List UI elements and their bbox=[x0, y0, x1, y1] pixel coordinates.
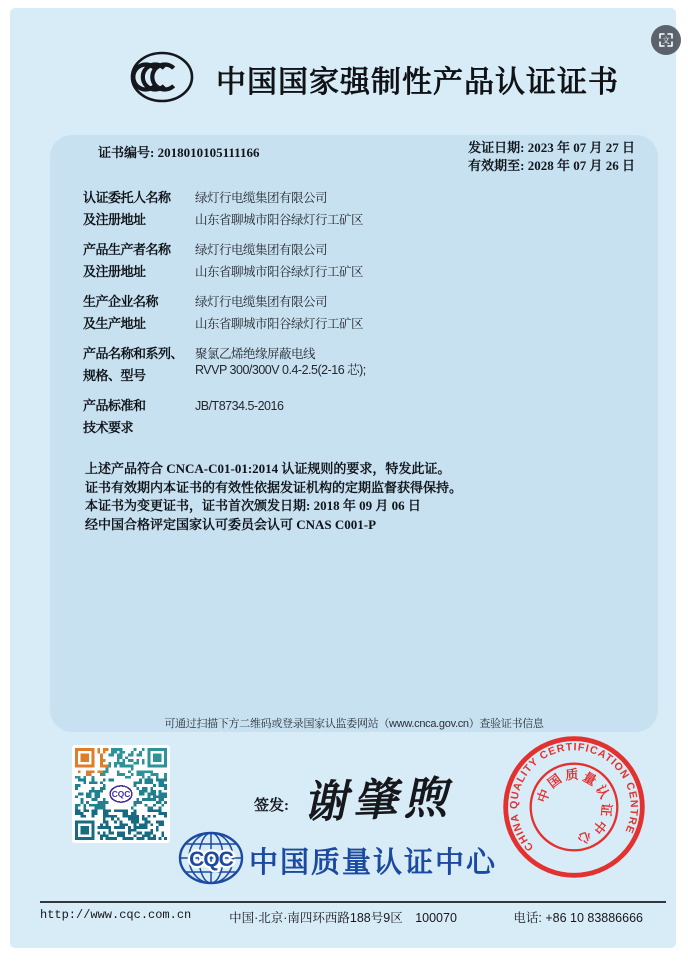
svg-text:CQC: CQC bbox=[111, 789, 131, 800]
footer-divider bbox=[40, 901, 666, 903]
issue-date-label: 发证日期: bbox=[468, 140, 525, 155]
field-applicant bbox=[83, 187, 623, 231]
svg-text:中: 中 bbox=[534, 787, 553, 805]
field-value: 绿灯行电缆集团有限公司 bbox=[195, 295, 328, 309]
valid-until-row bbox=[468, 157, 635, 175]
page-title: 中国国家强制性产品认证证书 bbox=[216, 66, 619, 99]
field-label: 规格、型号 bbox=[83, 368, 146, 383]
valid-until-value: 2028 年 07 月 26 日 bbox=[527, 158, 635, 173]
field-label: 产品名称和系列、 bbox=[83, 346, 184, 361]
field-label: 及注册地址 bbox=[83, 212, 146, 227]
field-value: 山东省聊城市阳谷绿灯行工矿区 bbox=[195, 317, 364, 331]
certificate-number-value: 2018010105111166 bbox=[157, 145, 260, 160]
qr-finder-top-right bbox=[147, 748, 167, 768]
certificate-body-panel bbox=[50, 135, 658, 732]
field-label: 及生产地址 bbox=[83, 316, 146, 331]
translate-button[interactable] bbox=[651, 25, 681, 55]
issue-date-value: 2023 年 07 月 27 日 bbox=[527, 140, 635, 155]
qr-finder-bottom-left bbox=[75, 820, 95, 840]
svg-text:中: 中 bbox=[589, 817, 610, 837]
svg-text:量: 量 bbox=[580, 768, 600, 789]
svg-text:文: 文 bbox=[662, 36, 670, 45]
notice-line: 经中国合格评定国家认可委员会认可 CNAS C001-P bbox=[85, 516, 377, 532]
field-label: 生产企业名称 bbox=[83, 294, 159, 309]
cqc-org-name: 中国质量认证中心 bbox=[249, 847, 498, 879]
notice-line: 上述产品符合 CNCA-C01-01:2014 认证规则的要求，特发此证。 bbox=[85, 461, 451, 476]
qr-finder-top-left bbox=[75, 748, 95, 768]
field-list bbox=[83, 187, 623, 447]
field-label: 技术要求 bbox=[83, 420, 134, 435]
svg-text:质: 质 bbox=[564, 766, 579, 783]
qr-center-logo bbox=[107, 780, 136, 809]
svg-text:国: 国 bbox=[544, 771, 565, 792]
certificate-number-label: 证书编号: bbox=[98, 145, 155, 160]
cqc-red-stamp bbox=[497, 730, 651, 884]
notice-line: 本证书为变更证书，证书首次颁发日期: 2018 年 09 月 06 日 bbox=[85, 498, 421, 513]
issue-date-row bbox=[468, 139, 635, 157]
field-label: 认证委托人名称 bbox=[83, 190, 171, 205]
field-value: 山东省聊城市阳谷绿灯行工矿区 bbox=[195, 213, 364, 227]
certificate-page bbox=[10, 8, 676, 948]
footer-address: 中国·北京·南四环西路188号9区 100070 bbox=[229, 911, 457, 925]
footer-url: http://www.cqc.com.cn bbox=[40, 908, 192, 922]
svg-text:CQC: CQC bbox=[189, 848, 233, 871]
field-value: 山东省聊城市阳谷绿灯行工矿区 bbox=[195, 265, 364, 279]
field-value: JB/T8734.5-2016 bbox=[195, 399, 284, 413]
footer-phone: 电话: +86 10 83886666 bbox=[513, 911, 643, 925]
qr-code bbox=[72, 745, 170, 843]
svg-text:证: 证 bbox=[598, 802, 615, 817]
ccc-mark-icon bbox=[130, 50, 194, 104]
field-label: 产品标准和 bbox=[83, 398, 146, 413]
field-value: 绿灯行电缆集团有限公司 bbox=[195, 191, 328, 205]
field-standard bbox=[83, 395, 623, 439]
signature-handwriting: 谢肇煦 bbox=[302, 772, 455, 829]
field-product bbox=[83, 343, 623, 387]
svg-text:心: 心 bbox=[575, 828, 594, 847]
field-value: 聚氯乙烯绝缘屏蔽电线 bbox=[195, 347, 316, 361]
field-label: 产品生产者名称 bbox=[83, 242, 171, 257]
issued-by-label: 签发: bbox=[254, 798, 289, 814]
field-factory bbox=[83, 291, 623, 335]
svg-text:CHINA QUALITY CERTIFICATION: CHINA QUALITY CERTIFICATION CENTRE bbox=[508, 741, 640, 854]
certificate-number bbox=[98, 142, 259, 161]
field-value: RVVP 300/300V 0.4-2.5(2-16 芯); bbox=[195, 363, 366, 377]
cqc-globe-icon bbox=[176, 829, 246, 887]
svg-text:认: 认 bbox=[592, 782, 613, 802]
notice-line: 证书有效期内本证书的有效性依据发证机构的定期监督获得保持。 bbox=[85, 479, 463, 495]
verification-caption: 可通过扫描下方二维码或登录国家认监委网站（www.cnca.gov.cn）查验证书信息 bbox=[164, 718, 544, 730]
field-manufacturer bbox=[83, 239, 623, 283]
date-block bbox=[468, 139, 635, 175]
notice-paragraph bbox=[85, 460, 625, 534]
valid-until-label: 有效期至: bbox=[468, 158, 525, 173]
translate-icon bbox=[658, 32, 674, 48]
field-label: 及注册地址 bbox=[83, 264, 146, 279]
field-value: 绿灯行电缆集团有限公司 bbox=[195, 243, 328, 257]
